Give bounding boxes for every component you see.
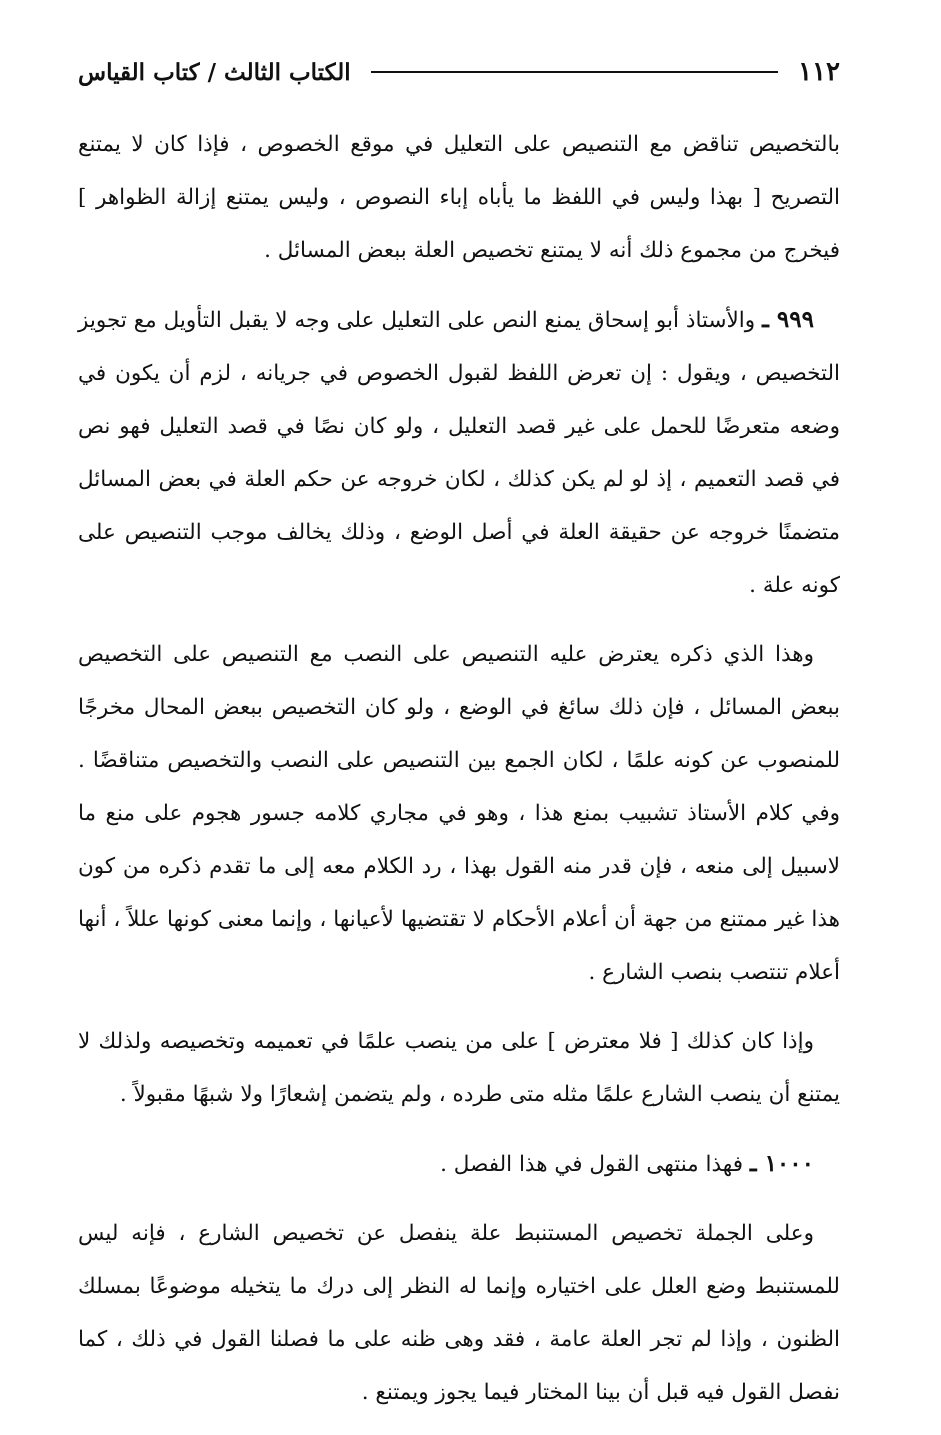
- paragraph: [78, 293, 840, 612]
- paragraph-text: وهذا الذي ذكره يعترض عليه التنصيص على النصب مع التنصيص على التخصيص ببعض المسائل ، فإن ذلك سائغ في الوضع ، ولو كان التخصيص ببعض المحال مخرجًا للمنصوب عن كونه علمًا ، لكان الجمع بين التنصيص على النصب والتخصيص متناقضًا . وفي كلام الأستاذ تشبيب بمنع هذا ، وهو في مجاري كلامه جسور هجوم على منع ما لاسبيل إلى منعه ، فإن قدر منه القول بهذا ، رد الكلام معه إلى ما تقدم ذكره من كون هذا غير ممتنع من جهة أن أعلام الأحكام لا تقتضيها لأعيانها ، وإنما معنى كونها عللاً ، أنها أعلام تنتصب بنصب الشارع .: [78, 642, 840, 985]
- paragraph: [78, 1137, 840, 1191]
- running-title: الكتاب الثالث / كتاب القياس: [78, 58, 351, 86]
- paragraph: [78, 118, 840, 277]
- paragraph: [78, 628, 840, 999]
- page-number: ١١٢: [798, 57, 840, 87]
- paragraph: [78, 1207, 840, 1419]
- paragraph-text: فهذا منتهى القول في هذا الفصل .: [440, 1152, 743, 1177]
- paragraph-number: ٩٩٩ ـ: [762, 306, 814, 333]
- paragraph-text: وإذا كان كذلك [ فلا معترض ] على من ينصب علمًا في تعميمه وتخصيصه ولذلك لا يمتنع أن ينصب الشارع علمًا مثله متى طرده ، ولم يتضمن إشعارًا ولا شبهًا مقبولاً .: [78, 1029, 840, 1107]
- paragraph-text: بالتخصيص تناقض مع التنصيص على التعليل في موقع الخصوص ، فإذا كان لا يمتنع التصريح [ بهذا وليس في اللفظ ما يأباه إباء النصوص ، وليس يمتنع إزالة الظواهر ] فيخرج من مجموع ذلك أنه لا يمتنع تخصيص العلة ببعض المسائل .: [78, 132, 840, 263]
- paragraph-number: ١٠٠٠ ـ: [749, 1150, 814, 1177]
- header-rule: [371, 71, 778, 73]
- book-page: [78, 0, 840, 1405]
- body-text: [78, 118, 840, 1435]
- paragraph-text: وعلى الجملة تخصيص المستنبط علة ينفصل عن تخصيص الشارع ، فإنه ليس للمستنبط وضع العلل على اختياره وإنما له النظر إلى درك ما يتخيله موضوعًا بمسلك الظنون ، وإذا لم تجر العلة عامة ، فقد وهى ظنه على ما فصلنا القول في ذلك ، كما نفصل القول فيه قبل أن بينا المختار فيما يجوز ويمتنع .: [78, 1221, 840, 1405]
- running-header: [78, 52, 840, 92]
- paragraph-text: والأستاذ أبو إسحاق يمنع النص على التعليل على وجه لا يقبل التأويل مع تجويز التخصيص ، ويقول : إن تعرض اللفظ لقبول الخصوص في جريانه ، لزم أن يكون في وضعه متعرضًا للحمل على غير قصد التعليل ، ولو كان نصًا في قصد التعليل فهو نص في قصد التعميم ، إذ لو لم يكن كذلك ، لكان خروجه عن حكم العلة في بعض المسائل متضمنًا خروجه عن حقيقة العلة في أصل الوضع ، وذلك يخالف موجب التنصيص على كونه علة .: [78, 308, 840, 598]
- paragraph: [78, 1015, 840, 1121]
